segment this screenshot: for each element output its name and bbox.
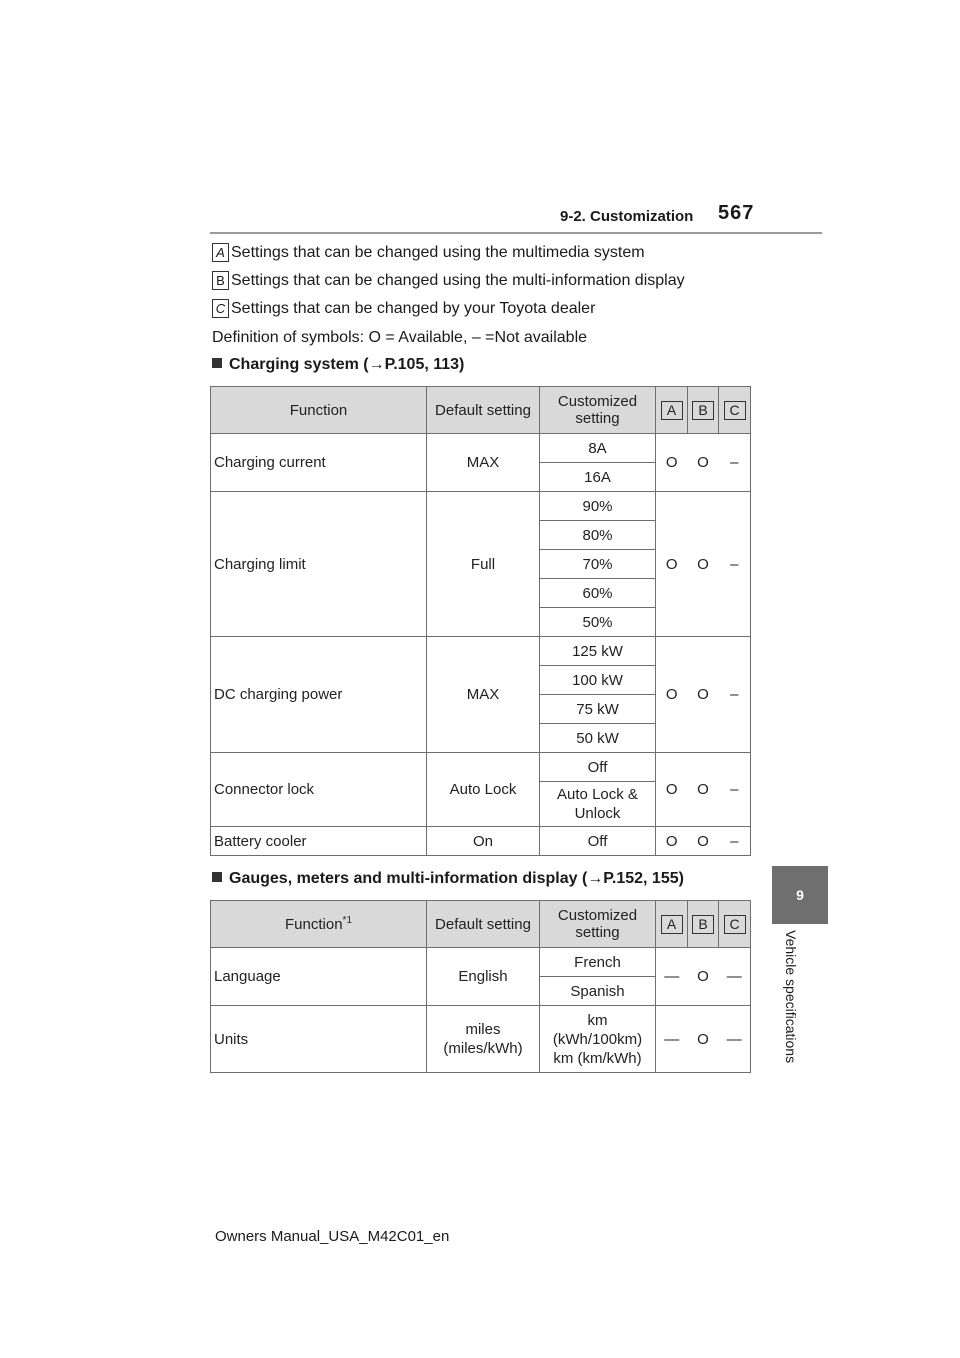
table-header-row: [211, 387, 751, 434]
symbol-c-icon: C: [212, 299, 229, 318]
footer-text: Owners Manual_USA_M42C01_en: [215, 1228, 450, 1245]
col-c: C: [719, 387, 751, 434]
b-cell: O: [688, 753, 719, 827]
b-cell: O: [688, 948, 719, 1006]
option-cell: 60%: [540, 579, 656, 608]
c-cell: –: [719, 492, 751, 637]
b-cell: O: [688, 434, 719, 492]
legend-b: [212, 271, 685, 291]
option-cell: Off: [540, 827, 656, 856]
legend-b-text: Settings that can be changed using the multi-information display: [231, 272, 685, 289]
gauges-table: [210, 900, 751, 1073]
chapter-label: Vehicle specifications: [783, 930, 799, 1064]
table-row: [211, 827, 751, 856]
c-cell: –: [719, 434, 751, 492]
charging-system-title: Charging system (: [229, 356, 369, 373]
b-cell: O: [688, 492, 719, 637]
function-cell: Connector lock: [211, 753, 427, 827]
function-cell: Charging current: [211, 434, 427, 492]
arrow-right-icon: →: [587, 870, 604, 887]
a-cell: O: [656, 434, 688, 492]
b-cell: O: [688, 827, 719, 856]
default-cell: English: [427, 948, 540, 1006]
legend-a-text: Settings that can be changed using the multimedia system: [231, 244, 645, 261]
charging-system-table: [210, 386, 751, 856]
option-cell: Off: [540, 753, 656, 782]
function-cell: Units: [211, 1006, 427, 1073]
option-cell: Spanish: [540, 977, 656, 1006]
table-row: [211, 492, 751, 521]
c-cell: —: [719, 1006, 751, 1073]
symbol-definition: Definition of symbols: O = Available, – =Not available: [212, 329, 588, 346]
symbol-a-icon: A: [212, 243, 229, 262]
option-cell: 50 kW: [540, 724, 656, 753]
table-row: [211, 434, 751, 463]
table-row: [211, 948, 751, 977]
gauges-heading: [212, 870, 684, 888]
function-cell: DC charging power: [211, 637, 427, 753]
option-cell: 100 kW: [540, 666, 656, 695]
option-cell: 75 kW: [540, 695, 656, 724]
option-cell: 125 kW: [540, 637, 656, 666]
a-cell: O: [656, 753, 688, 827]
option-cell: Auto Lock & Unlock: [540, 782, 656, 827]
a-cell: O: [656, 492, 688, 637]
col-function: Function$^{*1}$: [211, 901, 427, 948]
col-a: A: [656, 901, 688, 948]
option-cell: km (kWh/100km) km (km/kWh): [540, 1006, 656, 1073]
b-cell: O: [688, 637, 719, 753]
legend-c-text: Settings that can be changed by your Toyota dealer: [231, 300, 596, 317]
col-customized: Customized setting: [540, 387, 656, 434]
table-header-row: [211, 901, 751, 948]
option-cell: French: [540, 948, 656, 977]
a-cell: O: [656, 827, 688, 856]
option-cell: 90%: [540, 492, 656, 521]
default-cell: Auto Lock: [427, 753, 540, 827]
table-row: [211, 753, 751, 782]
default-cell: On: [427, 827, 540, 856]
c-cell: –: [719, 637, 751, 753]
gauges-ref: P.152, 155): [603, 870, 684, 887]
c-cell: –: [719, 753, 751, 827]
legend-a: [212, 243, 645, 263]
footnote-mark: *1: [342, 915, 352, 926]
option-cell: 80%: [540, 521, 656, 550]
bullet-square-icon: [212, 358, 222, 368]
default-cell: Full: [427, 492, 540, 637]
table-row: [211, 637, 751, 666]
a-cell: O: [656, 637, 688, 753]
c-cell: —: [719, 948, 751, 1006]
a-cell: —: [656, 948, 688, 1006]
section-heading: 9-2. Customization: [560, 208, 694, 225]
function-cell: Charging limit: [211, 492, 427, 637]
option-cell: 70%: [540, 550, 656, 579]
legend-c: [212, 299, 595, 319]
col-b: B: [688, 387, 719, 434]
col-b: B: [688, 901, 719, 948]
option-cell: 8A: [540, 434, 656, 463]
default-cell: MAX: [427, 434, 540, 492]
page-number: 567: [718, 202, 755, 224]
bullet-square-icon: [212, 872, 222, 882]
c-cell: –: [719, 827, 751, 856]
arrow-right-icon: →: [368, 356, 385, 373]
col-function: Function: [211, 387, 427, 434]
charging-system-ref: P.105, 113): [384, 356, 465, 373]
option-cell: 16A: [540, 463, 656, 492]
col-customized: Customized setting: [540, 901, 656, 948]
chapter-tab[interactable]: 9: [772, 866, 828, 924]
function-cell: Language: [211, 948, 427, 1006]
a-cell: —: [656, 1006, 688, 1073]
gauges-title: Gauges, meters and multi-information display (: [229, 870, 588, 887]
col-default: Default setting: [427, 387, 540, 434]
col-default: Default setting: [427, 901, 540, 948]
default-cell: miles (miles/kWh): [427, 1006, 540, 1073]
default-cell: MAX: [427, 637, 540, 753]
b-cell: O: [688, 1006, 719, 1073]
table-row: [211, 1006, 751, 1073]
charging-system-heading: [212, 356, 464, 374]
option-cell: 50%: [540, 608, 656, 637]
header-divider: [210, 232, 822, 234]
symbol-b-icon: B: [212, 271, 229, 290]
col-c: C: [719, 901, 751, 948]
function-cell: Battery cooler: [211, 827, 427, 856]
col-a: A: [656, 387, 688, 434]
